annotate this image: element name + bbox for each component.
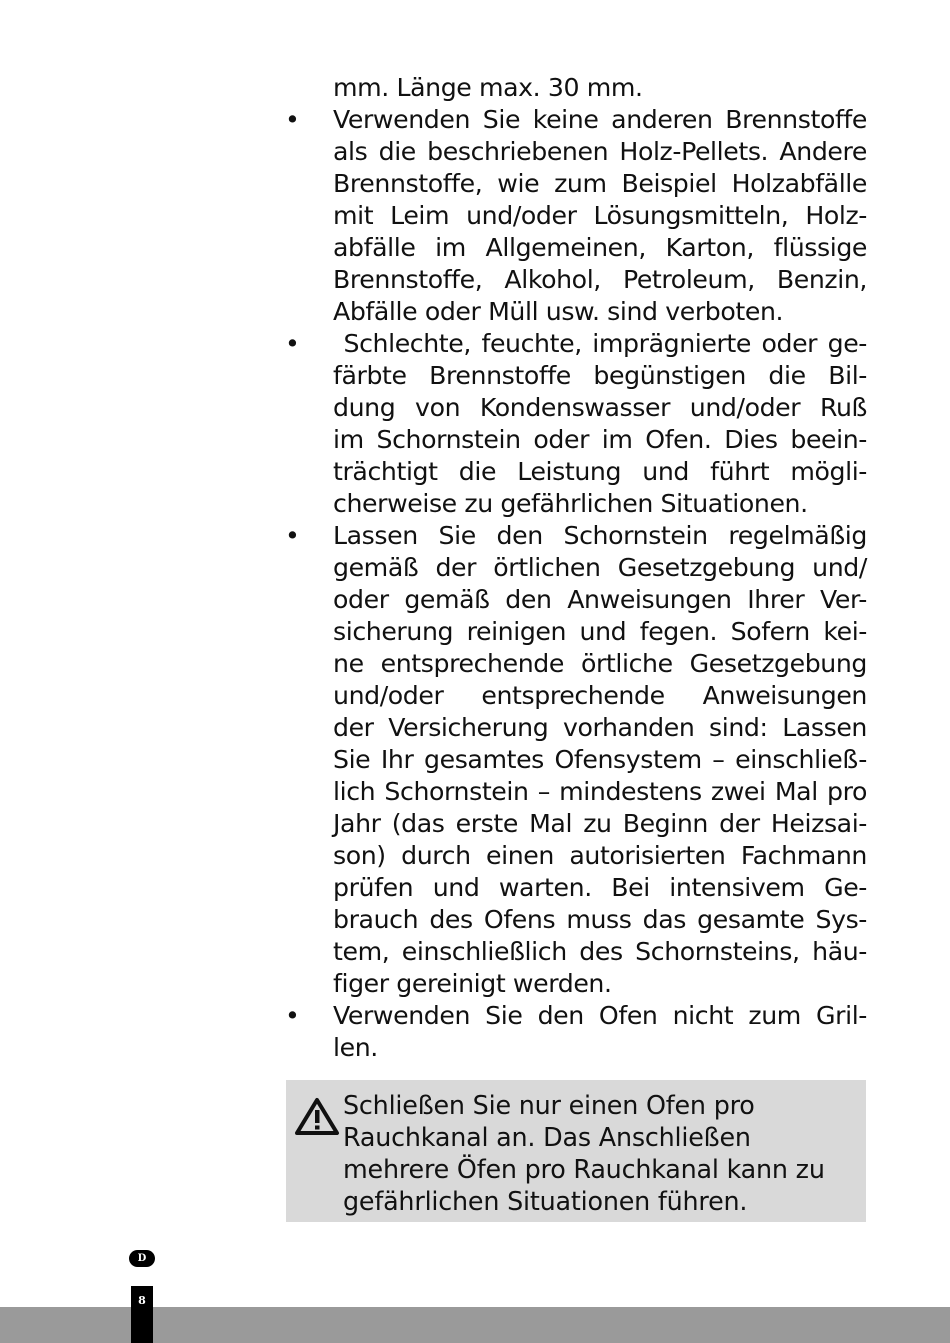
warning-text [343,1089,858,1217]
text-line: len. [333,1033,378,1062]
text-line: im Schornstein oder im Ofen. Dies beein- [333,425,867,454]
text-line: oder gemäß den Anweisungen Ihrer Ver- [333,585,867,614]
text-line: Brennstoffe, wie zum Beispiel Holzabfälle [333,169,867,198]
text-line: cherweise zu gefährlichen Situationen. [333,489,808,518]
language-badge: D [129,1250,155,1267]
text-line: sicherung reinigen und fegen. Sofern kei- [333,617,867,646]
text-line: prüfen und warten. Bei intensivem Ge- [333,873,867,902]
text-line: gemäß der örtlichen Gesetzgebung und/ [333,553,867,582]
text-line: brauch des Ofens muss das gesamte Sys- [333,905,867,934]
text-line: mit Leim und/oder Lösungsmitteln, Holz- [333,201,867,230]
text-line: tem, einschließlich des Schornsteins, häu- [333,937,867,966]
text-line: • Lassen Sie den Schornstein regelmäßig [285,521,867,550]
text-line: figer gereinigt werden. [333,969,612,998]
text-line: • Schlechte, feuchte, imprägnierte oder ge- [285,329,867,358]
warning-triangle-icon [294,1096,340,1136]
text-line: färbte Brennstoffe begünstigen die Bil- [333,361,867,390]
text-line: ne entsprechende örtliche Gesetzgebung [333,649,867,678]
bullet-item-bad-fuels [285,328,867,520]
bullet-item-chimney-cleaning [285,520,867,1000]
text-line: • Verwenden Sie keine anderen Brennstoffe [285,105,867,134]
warning-line: mehrere Öfen pro Rauchkanal kann zu [343,1154,825,1184]
text-line: der Versicherung vorhanden sind: Lassen [333,713,867,742]
warning-box [286,1080,866,1222]
warning-line: Rauchkanal an. Das Anschließen [343,1122,751,1152]
text-line: als die beschriebenen Holz-Pellets. Andere [333,137,867,166]
text-line: mm. Länge max. 30 mm. [333,73,643,102]
text-line: Brennstoffe, Alkohol, Petroleum, Benzin, [333,265,867,294]
text-line: dung von Kondenswasser und/oder Ruß [333,393,867,422]
bullet-symbol: • [285,105,300,134]
page-number: 8 [138,1294,146,1307]
text-line: Abfälle oder Müll usw. sind verboten. [333,297,784,326]
text-line: trächtigt die Leistung und führt mögli- [333,457,867,486]
text-line: und/oder entsprechende Anweisungen [333,681,867,710]
bullet-item-fuels [285,104,867,328]
text-line: • Verwenden Sie den Ofen nicht zum Gril- [285,1001,867,1030]
text-line: lich Schornstein – mindestens zwei Mal pro [333,777,867,806]
text-line: Jahr (das erste Mal zu Beginn der Heizsai- [333,809,867,838]
bullet-symbol: • [285,521,300,550]
page-number-tab [131,1286,153,1343]
bullet-symbol: • [285,329,300,358]
text-line: son) durch einen autorisierten Fachmann [333,841,867,870]
manual-text [285,72,867,1064]
bullet-symbol: • [285,1001,300,1030]
text-line: Sie Ihr gesamtes Ofensystem – einschließ- [333,745,867,774]
warning-line: gefährlichen Situationen führen. [343,1186,748,1216]
bullet-item-no-grilling [285,1000,867,1064]
text-line: abfälle im Allgemeinen, Karton, flüssige [333,233,867,262]
warning-line: Schließen Sie nur einen Ofen pro [343,1090,755,1120]
